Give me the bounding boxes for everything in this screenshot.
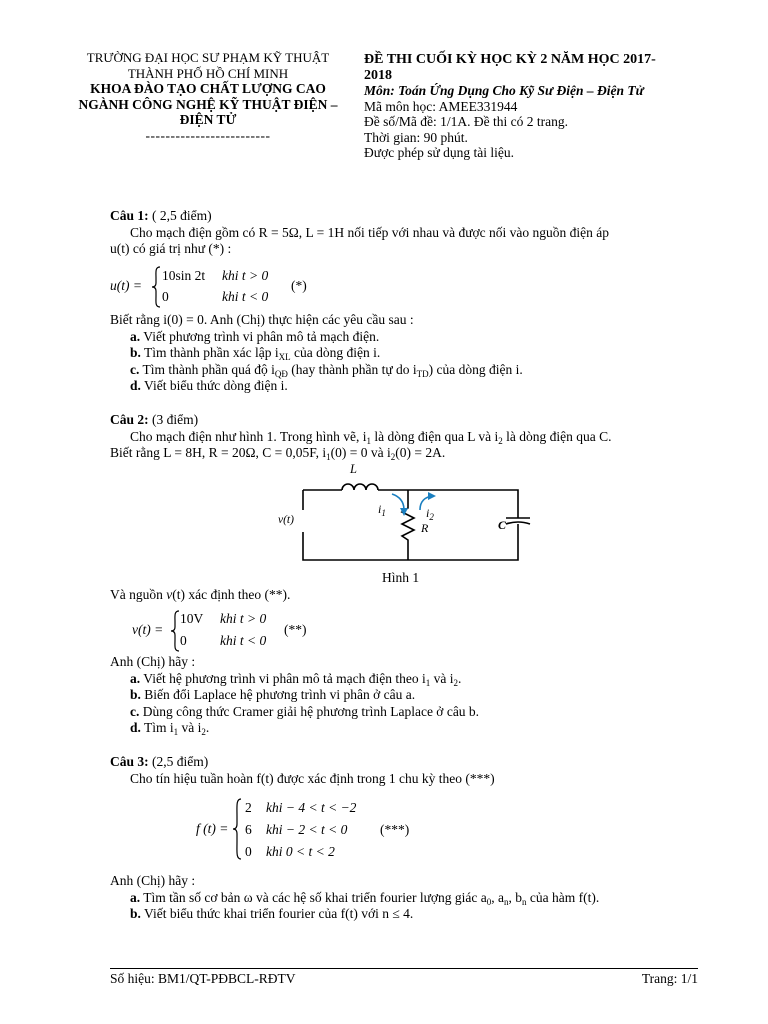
faculty-line1: KHOA ĐÀO TẠO CHẤT LƯỢNG CAO — [90, 81, 326, 96]
q1-task-b: b. Tìm thành phần xác lập $i_{XL}$ của dòng điện i. — [130, 345, 381, 362]
header-right — [364, 52, 709, 161]
q2-task-b: b. Biến đổi Laplace hệ phương trình vi phân ở câu a. — [130, 687, 416, 702]
q2-eq-cond2: khi t < 0 — [220, 633, 267, 648]
q3-task-a: a. Tìm tần số cơ bản ω và các hệ số khai triển fourier lượng giác $a_0$, $a_n$, $b_n$ của hàm f(t). — [130, 889, 600, 907]
q2-eq-tag: (**) — [284, 622, 307, 637]
faculty-line2: NGÀNH CÔNG NGHỆ KỸ THUẬT ĐIỆN – — [78, 96, 338, 112]
q1-task-a: a. Viết phương trình vi phân mô tả mạch điện. — [130, 328, 380, 344]
q1-eq-case2: 0 — [162, 289, 169, 304]
q3-eq-cond2: khi − 2 < t < 0 — [266, 822, 348, 837]
question-1 — [110, 208, 710, 258]
q2-heading: Câu 2: (3 điểm) — [110, 412, 199, 427]
exam-time: Thời gian: 90 phút. — [364, 129, 468, 145]
q3-eq-cond3: khi 0 < t < 2 — [266, 844, 335, 859]
q2-task-a: a. Viết hệ phương trình vi phân mô tả mạch điện theo $i_1$ và $i_2$. — [130, 670, 462, 688]
q2-task-c: c. Dùng công thức Cramer giải hệ phương trình Laplace ở câu b. — [130, 703, 480, 719]
q1-eq-lhs: u(t) = — [110, 278, 142, 293]
resistor-label: R — [421, 521, 429, 535]
school-name-line2: THÀNH PHỐ HỒ CHÍ MINH — [127, 65, 289, 81]
exam-code: Đề số/Mã đề: 1/1A. Đề thi có 2 trang. — [364, 114, 568, 129]
q3-eq-lhs: f (t) = — [196, 821, 229, 836]
brace-icon — [150, 266, 162, 308]
q3-eq-case1: 2 — [245, 800, 252, 815]
capacitor-label: C — [498, 518, 507, 532]
q2-eq-cond1: khi t > 0 — [220, 611, 267, 626]
circuit-diagram — [270, 462, 540, 570]
course-code: Mã môn học: AMEE331944 — [364, 98, 518, 114]
source-label: v(t) — [278, 514, 294, 526]
q1-task-c: c. Tìm thành phần quá độ $i_{QĐ}$ (hay thành phần tự do $i_{TD}$) của dòng điện i. — [130, 361, 523, 379]
q2-eq-case2: 0 — [180, 633, 187, 648]
q2-eq-lhs: v(t) = — [132, 622, 164, 637]
q1-given: Biết rằng i(0) = 0. Anh (Chị) thực hiện các yêu cầu sau : — [110, 312, 414, 327]
i2-label: $i_2$ — [426, 506, 434, 522]
header-left — [62, 50, 354, 143]
q1-task-d: d. Viết biểu thức dòng điện i. — [130, 378, 288, 393]
q1-heading: Câu 1: ( 2,5 điểm) — [110, 208, 212, 223]
question-2 — [110, 412, 710, 462]
page-number: Trang: 1/1 — [641, 971, 698, 986]
q1-intro-line1: Cho mạch điện gồm có R = 5Ω, L = 1H nối tiếp với nhau và được nối vào nguồn điện áp — [130, 224, 610, 240]
q1-eq-cond1: khi t > 0 — [222, 268, 269, 283]
school-name-line1: TRƯỜNG ĐẠI HỌC SƯ PHẠM KỸ THUẬT — [86, 50, 330, 65]
figure-caption: Hình 1 — [382, 570, 420, 585]
q2-tasks — [110, 654, 710, 737]
faculty-line3: ĐIỆN TỬ — [179, 112, 237, 127]
inductor-label: L — [350, 462, 357, 476]
q2-intro-line2: Biết rằng L = 8H, R = 20Ω, C = 0,05F, $i_1(0) = 0$ và $i_2(0) = 2A$. — [110, 445, 446, 462]
q3-tasks — [110, 873, 710, 923]
q2-task-d: d. Tìm $i_1$ và $i_2$. — [130, 720, 210, 737]
q1-eq-tag: (*) — [291, 278, 307, 293]
q3-eq-case2: 6 — [245, 822, 252, 837]
q1-eq-cond2: khi t < 0 — [222, 289, 269, 304]
q3-task-b: b. Viết biểu thức khai triển fourier của f(t) với n ≤ 4. — [130, 906, 414, 921]
q3-intro: Cho tín hiệu tuần hoàn f(t) được xác định trong 1 chu kỳ theo (***) — [130, 770, 495, 786]
circuit-figure — [270, 462, 540, 570]
q2-intro-line1: Cho mạch điện như hình 1. Trong hình vẽ, $i_1$ là dòng điện qua L và $i_2$ là dòng điện qua C. — [130, 428, 612, 446]
exam-title-line1: ĐỀ THI CUỐI KỲ HỌC KỲ 2 NĂM HỌC 2017- — [364, 52, 656, 67]
exam-title-line2: 2018 — [364, 67, 392, 83]
page-footer — [110, 968, 698, 987]
q3-heading: Câu 3: (2,5 điểm) — [110, 754, 209, 769]
q2-prompt: Anh (Chị) hãy : — [110, 654, 196, 669]
q2-source: Và nguồn v(t) xác định theo (**). — [110, 587, 291, 602]
q2-eq-case1: 10V — [180, 611, 204, 626]
q3-eq-case3: 0 — [245, 844, 252, 859]
q3-prompt: Anh (Chị) hãy : — [110, 873, 196, 888]
q3-eq-tag: (***) — [380, 822, 410, 837]
q1-eq-case1: 10sin 2t — [162, 268, 206, 283]
header-divider: ------------------------- — [145, 127, 271, 143]
q3-eq-cond1: khi − 4 < t < −2 — [266, 800, 357, 815]
exam-materials: Được phép sử dụng tài liệu. — [364, 145, 514, 160]
exam-subject: Môn: Toán Ứng Dụng Cho Kỹ Sư Điện – Điện Tử — [364, 83, 644, 98]
document-code: Số hiệu: BM1/QT-PĐBCL-RĐTV — [110, 971, 296, 986]
q3-equation — [196, 796, 436, 860]
q2-equation — [132, 608, 392, 652]
question-3 — [110, 754, 710, 787]
brace-icon — [231, 798, 243, 860]
i1-label: $i_1$ — [378, 502, 386, 518]
q1-intro-line2: u(t) có giá trị như (*) : — [110, 241, 232, 256]
q1-tasks — [110, 312, 710, 395]
q1-equation — [110, 266, 430, 310]
